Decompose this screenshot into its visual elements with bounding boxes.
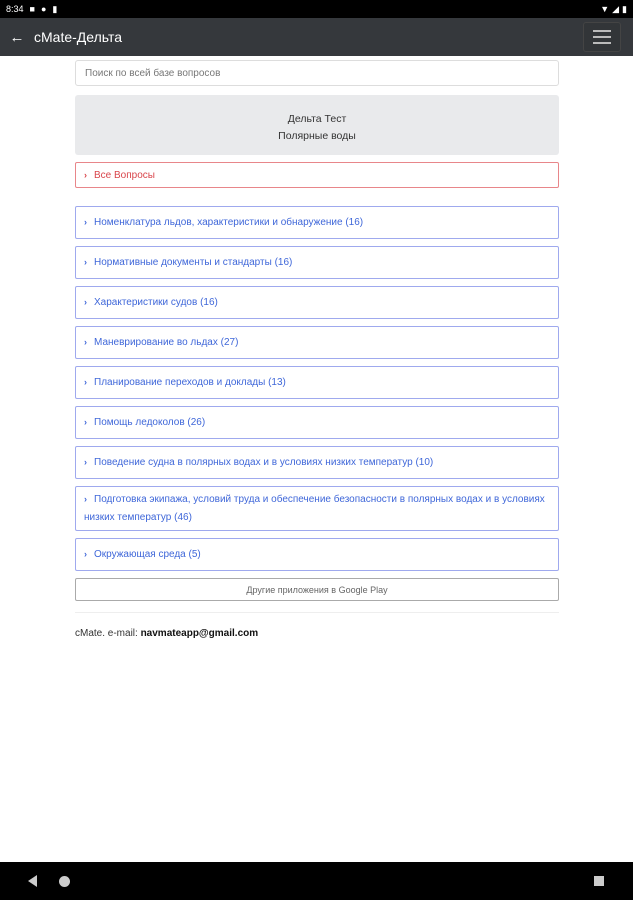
- chevron-right-icon: ›: [84, 217, 87, 227]
- signal-icon: ◢: [612, 3, 620, 14]
- category-label: Планирование переходов и доклады (13): [94, 377, 286, 388]
- chevron-right-icon: ›: [84, 494, 87, 504]
- back-icon[interactable]: [28, 875, 37, 887]
- divider: [75, 612, 559, 613]
- chevron-right-icon: ›: [84, 257, 87, 267]
- status-time: 8:34: [6, 4, 24, 14]
- back-arrow-icon[interactable]: ←: [9, 28, 25, 46]
- category-item[interactable]: [75, 486, 559, 531]
- battery-icon: ▮: [622, 3, 627, 14]
- category-item[interactable]: [75, 246, 559, 279]
- chevron-right-icon: ›: [84, 377, 87, 387]
- google-play-apps-button[interactable]: Другие приложения в Google Play: [75, 578, 559, 601]
- category-label: Характеристики судов (16): [94, 297, 218, 308]
- app-notification-icon: ●: [40, 4, 47, 14]
- footer: [75, 628, 559, 639]
- category-label: Окружающая среда (5): [94, 549, 201, 560]
- category-item[interactable]: [75, 366, 559, 399]
- chevron-right-icon: ›: [84, 297, 87, 307]
- hamburger-menu-button[interactable]: [583, 22, 621, 52]
- main-content: [75, 60, 559, 639]
- category-item[interactable]: [75, 446, 559, 479]
- category-label: Подготовка экипажа, условий труда и обеспечение безопасности в полярных водах и в условиях низких температур (46): [84, 494, 545, 523]
- category-item[interactable]: [75, 406, 559, 439]
- chevron-right-icon: ›: [84, 549, 87, 559]
- category-label: Поведение судна в полярных водах и в условиях низких температур (10): [94, 457, 434, 468]
- app-bar: [0, 18, 633, 56]
- wifi-icon: ▼: [600, 3, 610, 14]
- home-icon[interactable]: [59, 876, 70, 887]
- navigation-bar: [0, 862, 633, 900]
- category-label: Номенклатура льдов, характеристики и обнаружение (16): [94, 217, 364, 228]
- search-input[interactable]: [75, 60, 559, 86]
- test-header: [75, 95, 559, 155]
- all-questions-label: Все Вопросы: [94, 169, 155, 181]
- category-item[interactable]: [75, 206, 559, 239]
- app-title: cMate-Дельта: [34, 29, 122, 45]
- category-label: Нормативные документы и стандарты (16): [94, 257, 293, 268]
- category-item[interactable]: [75, 286, 559, 319]
- test-name: Дельта Тест: [287, 113, 347, 125]
- all-questions-button[interactable]: [75, 162, 559, 188]
- category-item[interactable]: [75, 326, 559, 359]
- status-bar: [0, 0, 633, 18]
- category-item[interactable]: [75, 538, 559, 571]
- recents-icon[interactable]: [594, 876, 604, 886]
- notification-icon: ■: [29, 4, 35, 14]
- chevron-right-icon: ›: [84, 457, 87, 467]
- footer-email[interactable]: navmateapp@gmail.com: [140, 628, 259, 639]
- sd-card-icon: ▮: [52, 3, 58, 14]
- chevron-right-icon: ›: [84, 170, 87, 180]
- chevron-right-icon: ›: [84, 417, 87, 427]
- test-subject: Полярные воды: [278, 130, 356, 142]
- chevron-right-icon: ›: [84, 337, 87, 347]
- category-label: Помощь ледоколов (26): [94, 417, 206, 428]
- footer-label: cMate. e-mail:: [75, 628, 141, 639]
- category-label: Маневрирование во льдах (27): [94, 337, 239, 348]
- category-list: [75, 206, 559, 571]
